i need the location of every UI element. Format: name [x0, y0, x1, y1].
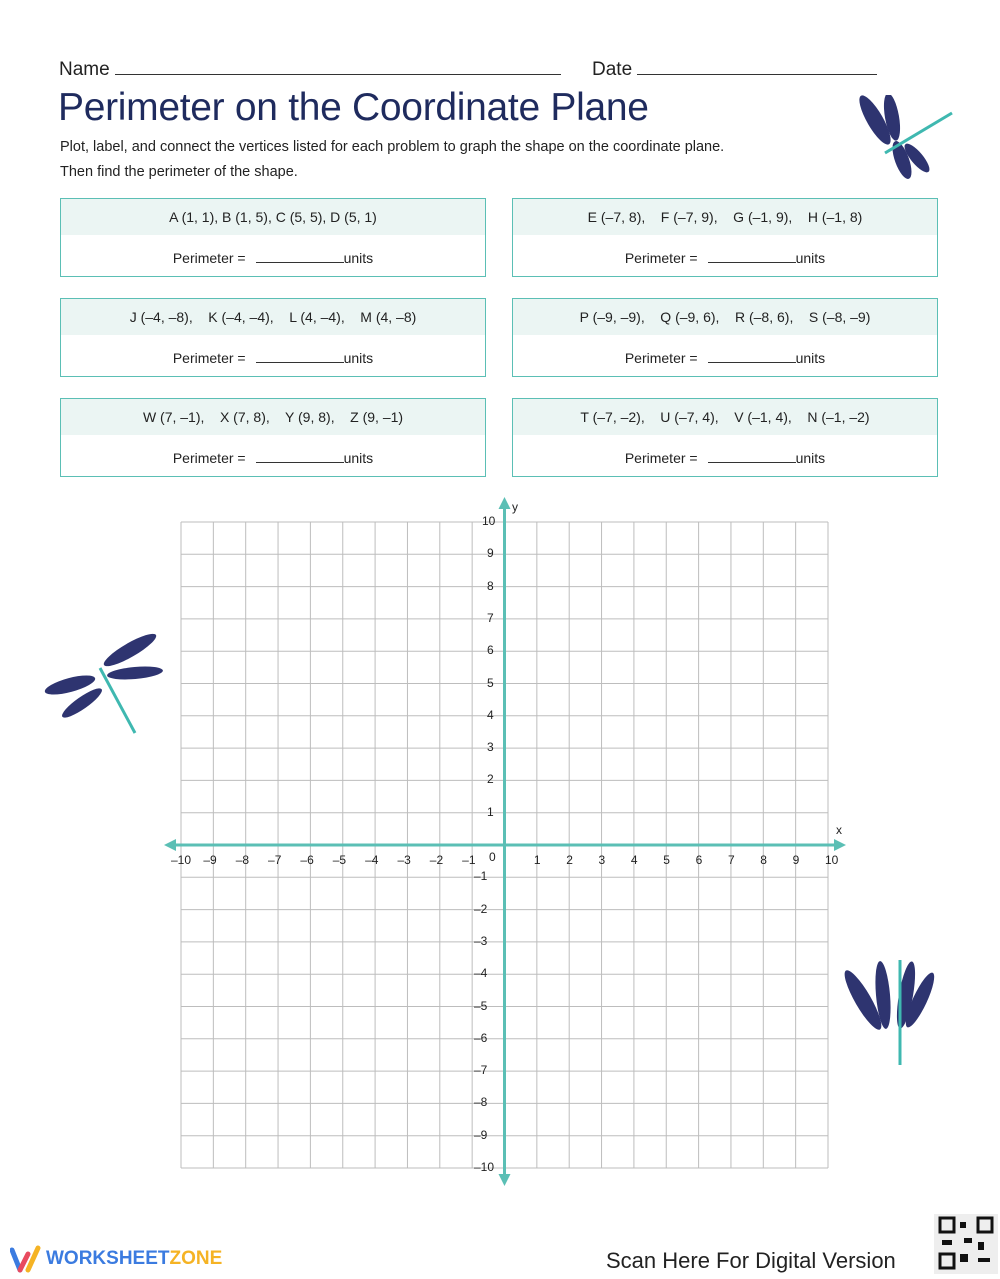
- y-tick-label: –6: [474, 1030, 488, 1045]
- y-tick-label: 3: [487, 740, 494, 755]
- units-label: units: [795, 450, 826, 466]
- y-tick-label: –10: [474, 1160, 495, 1174]
- x-tick-label: –5: [332, 853, 347, 867]
- y-axis-up-arrow: [499, 497, 511, 509]
- vertices-list: J (–4, –8), K (–4, –4), L (4, –4), M (4, –8): [61, 299, 485, 335]
- y-tick-label: 10: [482, 514, 496, 528]
- y-tick-label: 1: [487, 804, 494, 819]
- x-tick-label: 8: [760, 853, 767, 867]
- vertices-list: P (–9, –9), Q (–9, 6), R (–8, 6), S (–8, –9): [513, 299, 937, 335]
- y-tick-label: 9: [487, 546, 494, 561]
- perimeter-label: Perimeter =: [624, 350, 698, 366]
- x-tick-label: 2: [566, 853, 573, 867]
- x-tick-label: 3: [598, 853, 606, 867]
- dragonfly-illustration-top: [850, 95, 960, 185]
- y-tick-label: –8: [474, 1095, 488, 1110]
- units-label: units: [343, 250, 374, 266]
- x-axis-right-arrow: [834, 839, 846, 851]
- x-tick-label: –8: [235, 853, 250, 867]
- worksheetzone-logo[interactable]: [10, 1244, 222, 1274]
- y-tick-label: –3: [474, 933, 488, 948]
- vertices-list: T (–7, –2), U (–7, 4), V (–1, 4), N (–1, –2): [513, 399, 937, 435]
- y-axis-label: y: [512, 500, 518, 514]
- x-tick-label: –3: [397, 853, 411, 867]
- y-tick-label: 5: [487, 675, 494, 690]
- x-tick-label: 10: [825, 853, 839, 867]
- qr-code[interactable]: [934, 1214, 998, 1274]
- y-tick-label: –9: [474, 1127, 488, 1142]
- x-tick-label: 1: [533, 853, 541, 867]
- x-tick-label: 4: [630, 853, 638, 867]
- page-title: Perimeter on the Coordinate Plane: [58, 86, 649, 129]
- perimeter-label: Perimeter =: [624, 250, 698, 266]
- y-tick-label: 6: [487, 643, 494, 658]
- date-label: Date: [592, 59, 633, 80]
- x-tick-label: –2: [429, 853, 444, 867]
- units-label: units: [343, 450, 374, 466]
- y-tick-label: –7: [474, 1063, 488, 1078]
- logo-text-worksheet: WORKSHEET: [46, 1248, 170, 1269]
- y-tick-label: –4: [474, 966, 488, 981]
- vertices-list: W (7, –1), X (7, 8), Y (9, 8), Z (9, –1): [61, 399, 485, 435]
- y-tick-label: 2: [487, 772, 494, 787]
- units-label: units: [343, 350, 374, 366]
- y-tick-label: 7: [487, 610, 494, 625]
- x-tick-label: 6: [695, 853, 703, 867]
- perimeter-label: Perimeter =: [172, 350, 246, 366]
- logo-icon: [10, 1244, 46, 1274]
- y-tick-label: 4: [487, 707, 494, 722]
- scan-text: Scan Here For Digital Version: [606, 1248, 896, 1273]
- x-tick-label: 5: [663, 853, 670, 867]
- perimeter-label: Perimeter =: [624, 450, 698, 466]
- x-tick-label: –1: [462, 853, 476, 867]
- x-tick-label: –7: [268, 853, 282, 867]
- y-axis-down-arrow: [499, 1174, 511, 1186]
- dragonfly-illustration-bottom: [838, 955, 938, 1075]
- dragonfly-illustration-left: [40, 628, 170, 738]
- origin-label: 0: [489, 850, 496, 864]
- name-label: Name: [59, 59, 110, 80]
- x-tick-label: –6: [300, 853, 314, 867]
- vertices-list: E (–7, 8), F (–7, 9), G (–1, 9), H (–1, 8): [513, 199, 937, 235]
- x-tick-label: 9: [792, 853, 800, 867]
- y-tick-label: 8: [487, 578, 494, 593]
- x-tick-label: 7: [727, 853, 735, 867]
- x-tick-label: –4: [365, 853, 379, 867]
- instruction-line-1: Plot, label, and connect the vertices listed for each problem to graph the shape on the coordinate plane.: [60, 139, 725, 155]
- units-label: units: [795, 350, 826, 366]
- y-tick-label: –1: [474, 869, 488, 884]
- instruction-line-2: Then find the perimeter of the shape.: [60, 164, 298, 180]
- x-axis-left-arrow: [164, 839, 176, 851]
- vertices-list: A (1, 1), B (1, 5), C (5, 5), D (5, 1): [61, 199, 485, 235]
- logo-text-zone: ZONE: [169, 1248, 223, 1269]
- x-tick-label: –10: [171, 853, 192, 867]
- y-tick-label: –5: [474, 998, 488, 1013]
- units-label: units: [795, 250, 826, 266]
- perimeter-label: Perimeter =: [172, 450, 246, 466]
- x-axis-label: x: [836, 823, 842, 837]
- y-tick-label: –2: [474, 901, 488, 916]
- perimeter-label: Perimeter =: [172, 250, 246, 266]
- x-tick-label: –9: [203, 853, 217, 867]
